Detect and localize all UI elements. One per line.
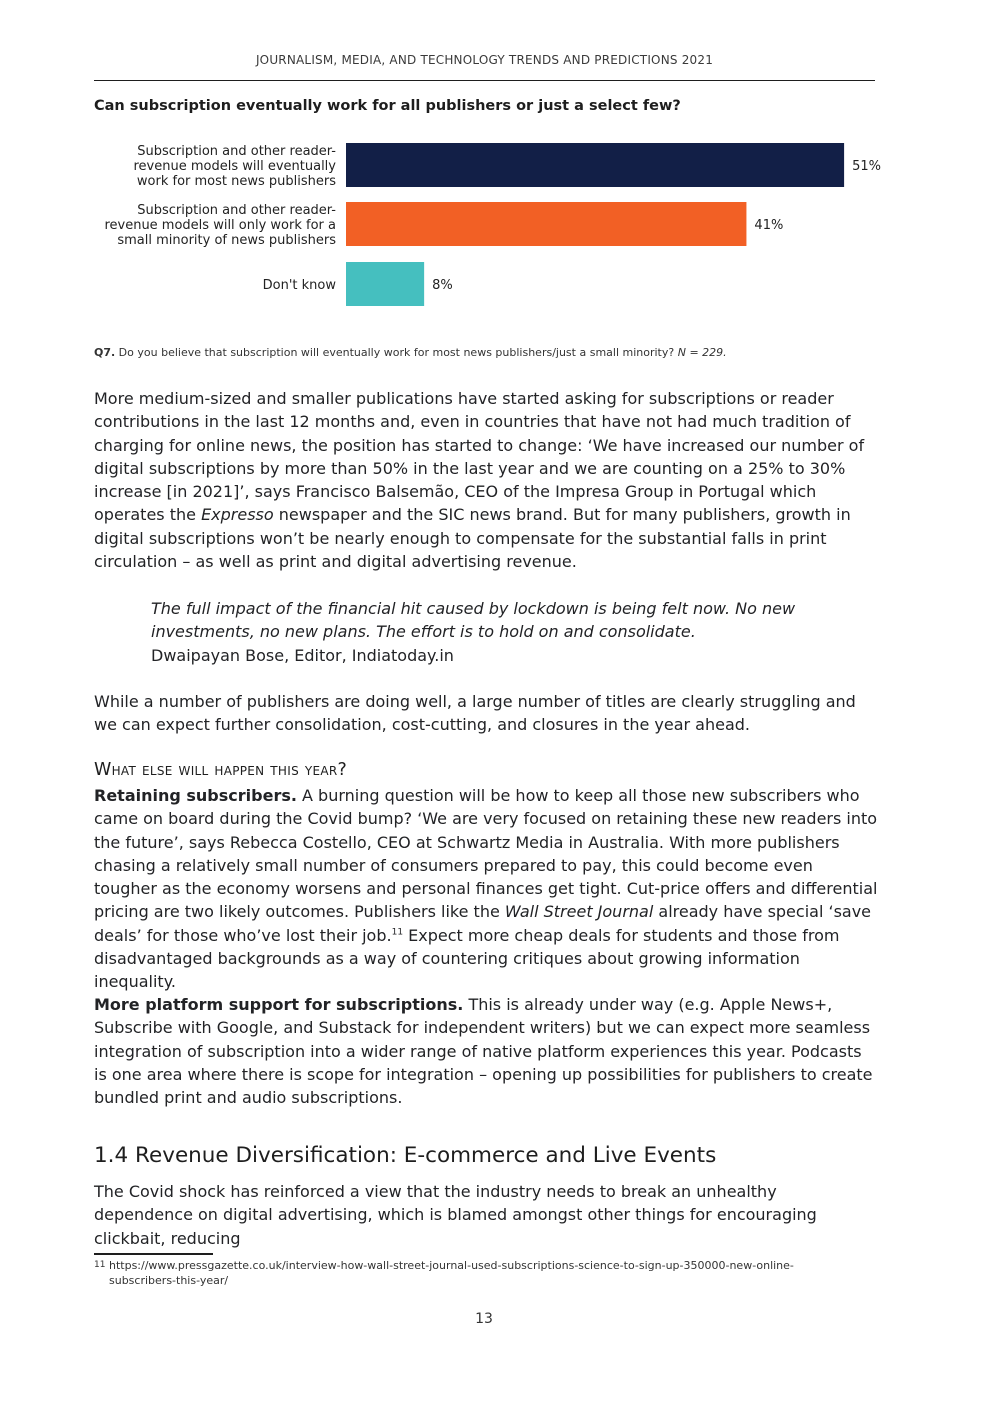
caption-question: Do you believe that subscription will eventually work for most news publishers/just a small minority? (115, 346, 678, 359)
publication-name: Wall Street Journal (504, 902, 654, 922)
paragraph-retaining-subscribers: Retaining subscribers. A burning question will be how to keep all those new subscribers who came on board during the Covid bump? ‘We are very focused on retaining these new readers into the future’, says Rebecca Costello, CEO at Schwartz Media in Australia. With more publishers chasing a relatively small number of consumers prepared to pay, this could become even tougher as the economy worsens and personal finances get tight. Cut-price offers and differential pricing are two likely outcomes. Publishers like the Wall Street Journal already have special ‘save deals’ for those who’ve lost their job.$^{11}$ Expect more cheap deals for students and those from disadvantaged backgrounds as a way of countering critiques about growing information inequality. (94, 786, 878, 992)
lead-in-bold: Retaining subscribers. (94, 786, 297, 805)
bar-value-label-1: 51% (852, 159, 882, 174)
bar-value-label-3: 8% (432, 278, 453, 293)
chart-title: Can subscription eventually work for all publishers or just a select few? (94, 98, 681, 114)
lead-in-bold: More platform support for subscriptions. (94, 995, 464, 1014)
paragraph-platform-support: More platform support for subscriptions. This is already under way (e.g. Apple News+, Subscribe with Google, and Substack for independent writers) but we can expect more seamless integration of subscription into a wider range of native platform experiences this year. Podcasts is one area where there is scope for integration – opening up possibilities for publishers to create bundled print and audio subscriptions. (94, 995, 873, 1108)
caption-question-number: Q7. (94, 346, 116, 359)
bar-2 (346, 202, 746, 246)
pull-quote (151, 597, 878, 667)
caption-sample-size: N = 229. (677, 346, 727, 359)
bar-1 (346, 143, 844, 187)
page-number: 13 (475, 1311, 493, 1327)
header-rule (94, 80, 875, 81)
category-label-1: Subscription and other reader-revenue models will eventually work for most news publishers (133, 144, 336, 189)
footnote-rule (94, 1253, 213, 1255)
category-label-2: Subscription and other reader-revenue models will only work for a small minority of news publishers (104, 203, 336, 248)
quote-text: The full impact of the financial hit caused by lockdown is being felt now. No new investments, no new plans. The effort is to hold on and consolidate. (151, 599, 796, 642)
paragraph-subscription-growth: More medium-sized and smaller publications have started asking for subscriptions or reader contributions in the last 12 months and, even in countries that have not had much tradition of charging for online news, the position has started to change: ‘We have increased our number of digital subscriptions by more than 50% in the last year and we are counting on a 25% to 30% increase [in 2021]’, says Francisco Balsemão, CEO of the Impresa Group in Portugal which operates the Expresso newspaper and the SIC news brand. But for many publishers, growth in digital subscriptions won’t be nearly enough to compensate for the substantial falls in print circulation – as well as print and digital advertising revenue. (94, 389, 865, 572)
bar-chart (94, 138, 884, 313)
publication-name: Expresso (201, 505, 274, 525)
footnote-number: 11 (94, 1260, 106, 1270)
footnote-link[interactable]: https://www.pressgazette.co.uk/interview-how-wall-street-journal-used-subscriptions-science-to-sign-up-350000-new-online-subscribers-this-year/ (109, 1259, 794, 1287)
chart-caption (94, 346, 727, 359)
quote-attribution: Dwaipayan Bose, Editor, Indiatoday.in (151, 645, 454, 665)
subheading: What else will happen this year? (94, 760, 348, 780)
category-label-3: Don't know (262, 278, 336, 293)
footnote (94, 1258, 854, 1288)
paragraph-consolidation: While a number of publishers are doing well, a large number of titles are clearly struggling and we can expect further consolidation, cost-cutting, and closures in the year ahead. (94, 692, 856, 735)
bar-3 (346, 262, 424, 306)
running-header: JOURNALISM, MEDIA, AND TECHNOLOGY TRENDS AND PREDICTIONS 2021 (255, 53, 714, 67)
paragraph-covid-shock: The Covid shock has reinforced a view that the industry needs to break an unhealthy dependence on digital advertising, which is blamed amongst other things for encouraging clickbait, reducing (94, 1182, 817, 1248)
section-heading: 1.4 Revenue Diversification: E-commerce and Live Events (94, 1143, 717, 1168)
footnote-reference[interactable]: 11 (391, 927, 404, 938)
bar-value-label-2: 41% (754, 218, 784, 233)
